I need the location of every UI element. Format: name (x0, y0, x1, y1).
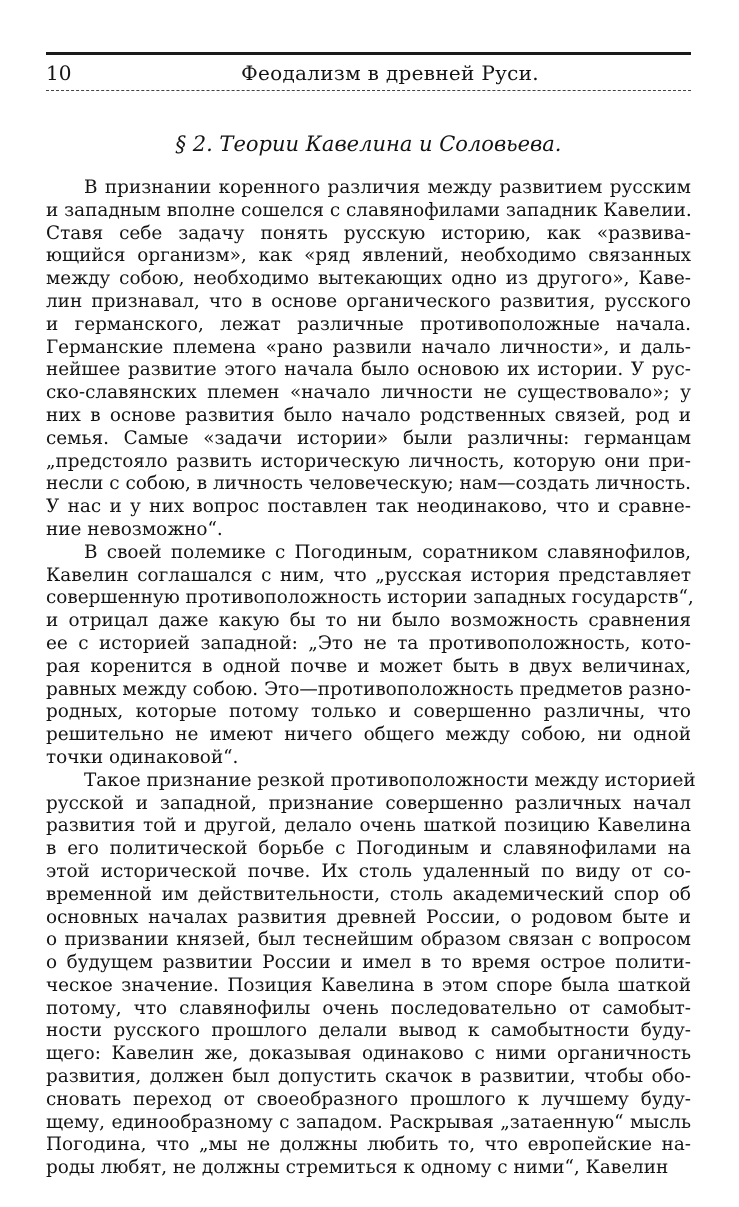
text-line: развития, должен был допустить скачок в развитии, чтобы обо- (46, 1066, 691, 1088)
text-line: потому, что славянофилы очень последовательно от самобыт- (46, 997, 691, 1019)
header-top-rule (46, 52, 691, 55)
text-line: ческое значение. Позиция Кавелина в этом споре была шаткой (46, 974, 691, 996)
text-line: „предстояло развить историческую личность, которую они при- (46, 450, 691, 472)
text-line: точки одинаковой“. (46, 746, 239, 768)
text-line: Кавелин соглашался с ним, что „русская история представляет (46, 564, 691, 586)
header-bottom-rule (46, 90, 691, 91)
text-line: ющийся организм», как «ряд явлений, необходимо связанных (46, 245, 691, 267)
text-line: о будущем развитии России и имел в то время острое полити- (46, 952, 691, 974)
text-line: несли с собою, в личность человеческую; нам—создать личность. (46, 473, 691, 495)
body-text (46, 177, 696, 1180)
text-line: основных началах развития древней России, о родовом быте и (46, 906, 691, 928)
section-heading: § 2. Теории Кавелина и Соловьева. (175, 132, 562, 156)
text-line: и германского, лежат различные противоположные начала. (46, 313, 691, 335)
text-line: Ставя себе задачу понять русскую историю, как «развива- (46, 222, 691, 244)
text-line: рая коренится в одной почве и может быть в двух величинах, (46, 655, 691, 677)
text-line: Германские племена «рано развили начало личности», и даль- (46, 336, 691, 358)
text-line: сновать переход от своеобразного прошлого к лучшему буду- (46, 1088, 691, 1110)
text-line: развития той и другой, делало очень шаткой позицию Кавелина (46, 815, 691, 837)
text-line: лин признавал, что в основе органического развития, русского (46, 290, 691, 312)
text-line: В своей полемике с Погодиным, соратником славянофилов, (84, 541, 691, 563)
text-line: этой исторической почве. Их столь удаленный по виду от со- (46, 860, 691, 882)
text-line: ско-славянских племен «начало личности не существовало»; у (46, 382, 691, 404)
text-line: щего: Кавелин же, доказывая одинаково с ними органичность (46, 1043, 691, 1065)
text-line: русской и западной, признание совершенно различных начал (46, 792, 691, 814)
running-title: Феодализм в древней Руси. (241, 61, 539, 85)
text-line: ности русского прошлого делали вывод к самобытности буду- (46, 1020, 691, 1042)
text-line: семья. Самые «задачи истории» были различны: германцам (46, 427, 691, 449)
text-line: о призвании князей, был теснейшим образом связан с вопросом (46, 929, 691, 951)
text-line: Такое признание резкой противоположности между историей (84, 769, 696, 791)
text-line: родных, которые потому только и совершенно различны, что (46, 701, 691, 723)
text-line: и отрицал даже какую бы то ни было возможность сравнения (46, 610, 691, 632)
text-line: Погодина, что „мы не должны любить то, что европейские на- (46, 1134, 691, 1156)
text-line: щему, единообразному с западом. Раскрывая „затаенную“ мысль (46, 1111, 691, 1133)
text-line: У нас и у них вопрос поставлен так неодинаково, что и сравне- (46, 496, 691, 518)
text-line: между собою, необходимо вытекающих одно из другого», Каве- (46, 268, 691, 290)
text-line: равных между собою. Это—противоположность предметов разно- (46, 678, 691, 700)
paragraph (46, 769, 696, 1180)
text-line: решительно не имеют ничего общего между собою, ни одной (46, 724, 691, 746)
text-line: и западным вполне сошелся с славянофилами западник Кавелии. (46, 199, 692, 221)
paragraph (46, 177, 691, 542)
text-line: нейшее развитие этого начала было основою их истории. У рус- (46, 359, 691, 381)
text-line: временной им действительности, столь академический спор об (46, 883, 691, 905)
text-line: роды любят, не должны стремиться к одному с ними“, Кавелин (46, 1157, 669, 1179)
text-line: ние невозможно“. (46, 518, 223, 540)
text-line: них в основе развития было начало родственных связей, род и (46, 404, 691, 426)
paragraph (46, 541, 694, 770)
text-line: в его политической борьбе с Погодиным и славянофилами на (46, 838, 691, 860)
text-line: совершенную противоположность истории западных государств“, (46, 587, 694, 609)
text-line: ее с историей западной: „Это не та противоположность, кото- (46, 632, 691, 654)
page-number: 10 (46, 61, 72, 85)
text-line: В признании коренного различия между развитием русским (84, 177, 691, 198)
